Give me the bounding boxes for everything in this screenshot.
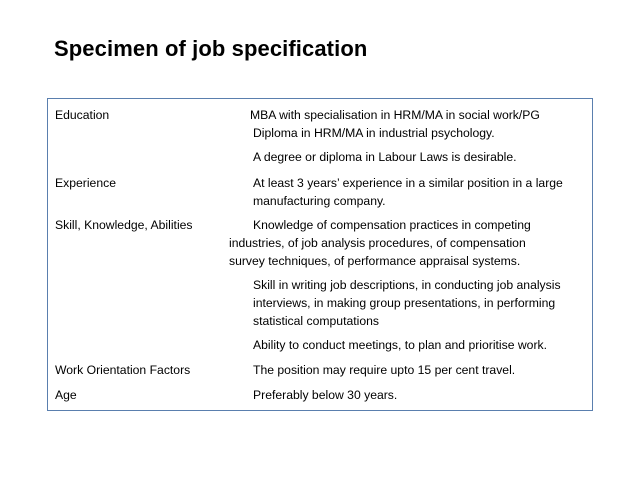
text-line: A degree or diploma in Labour Laws is desirable.: [253, 150, 517, 164]
experience-paragraph-1: [253, 174, 598, 210]
education-paragraph-1: [250, 106, 598, 142]
text-line: Ability to conduct meetings, to plan and prioritise work.: [253, 338, 547, 352]
work-orientation-paragraph-1: [253, 361, 598, 379]
text-line: Knowledge of compensation practices in competing: [253, 218, 531, 232]
skills-paragraph-1: [229, 216, 598, 270]
page-title: Specimen of job specification: [54, 36, 368, 61]
row-label-work-orientation: Work Orientation Factors: [55, 363, 191, 377]
row-label-age: Age: [55, 388, 77, 402]
skills-paragraph-3: [253, 336, 598, 354]
education-paragraph-2: [253, 148, 598, 166]
text-line: At least 3 years’ experience in a similar position in a large: [253, 176, 563, 190]
text-line: The position may require upto 15 per cent travel.: [253, 363, 516, 377]
row-label-skills: Skill, Knowledge, Abilities: [55, 218, 193, 232]
text-line: interviews, in making group presentations, in performing: [253, 296, 556, 310]
text-line: survey techniques, of performance appraisal systems.: [229, 254, 521, 268]
age-paragraph-1: [253, 386, 598, 404]
skills-paragraph-2: [253, 276, 598, 330]
text-line: industries, of job analysis procedures, of compensation: [229, 236, 526, 250]
text-line: manufacturing company.: [253, 194, 386, 208]
text-line: Preferably below 30 years.: [253, 388, 398, 402]
row-label-education: Education: [55, 108, 110, 122]
text-line: statistical computations: [253, 314, 379, 328]
text-line: Diploma in HRM/MA in industrial psychology.: [253, 126, 495, 140]
text-line: Skill in writing job descriptions, in conducting job analysis: [253, 278, 561, 292]
job-spec-table: [47, 98, 593, 411]
row-label-experience: Experience: [55, 176, 116, 190]
text-line: MBA with specialisation in HRM/MA in social work/PG: [250, 108, 540, 122]
